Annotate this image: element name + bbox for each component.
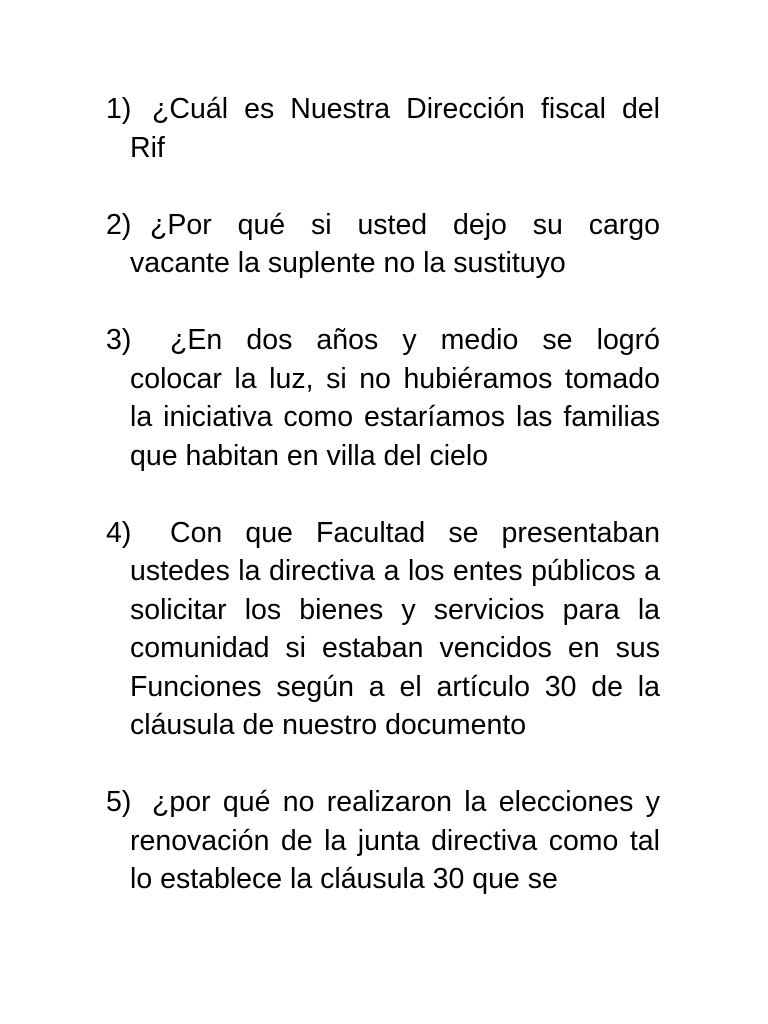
question-item-4 — [106, 514, 660, 745]
question-text: Con que Facultad se presentaban ustedes la directiva a los entes públicos a solicitar los bienes y servicios para la comunidad si estaban vencidos en sus Funciones según a el artículo 30 de la cláusula de nuestro documento — [130, 516, 660, 741]
question-item-3 — [106, 321, 660, 475]
question-number: 1) — [106, 93, 132, 125]
question-item-2 — [106, 206, 660, 283]
question-text: ¿por qué no realizaron la elecciones y renovación de la junta directiva como tal lo establece la cláusula 30 que se — [130, 786, 660, 895]
question-text: ¿Cuál es Nuestra Dirección fiscal del Rif — [130, 93, 660, 164]
question-item-1 — [106, 90, 660, 167]
question-list — [106, 90, 660, 937]
question-item-5 — [106, 783, 660, 899]
question-text: ¿En dos años y medio se logró colocar la luz, si no hubiéramos tomado la iniciativa como estaríamos las familias que habitan en villa del cielo — [130, 324, 660, 472]
question-number: 4) — [106, 516, 132, 549]
question-text: ¿Por qué si usted dejo su cargo vacante la suplente no la sustituyo — [130, 208, 660, 279]
question-number: 2) — [106, 208, 132, 241]
question-number: 5) — [106, 786, 132, 818]
question-number: 3) — [106, 324, 132, 356]
